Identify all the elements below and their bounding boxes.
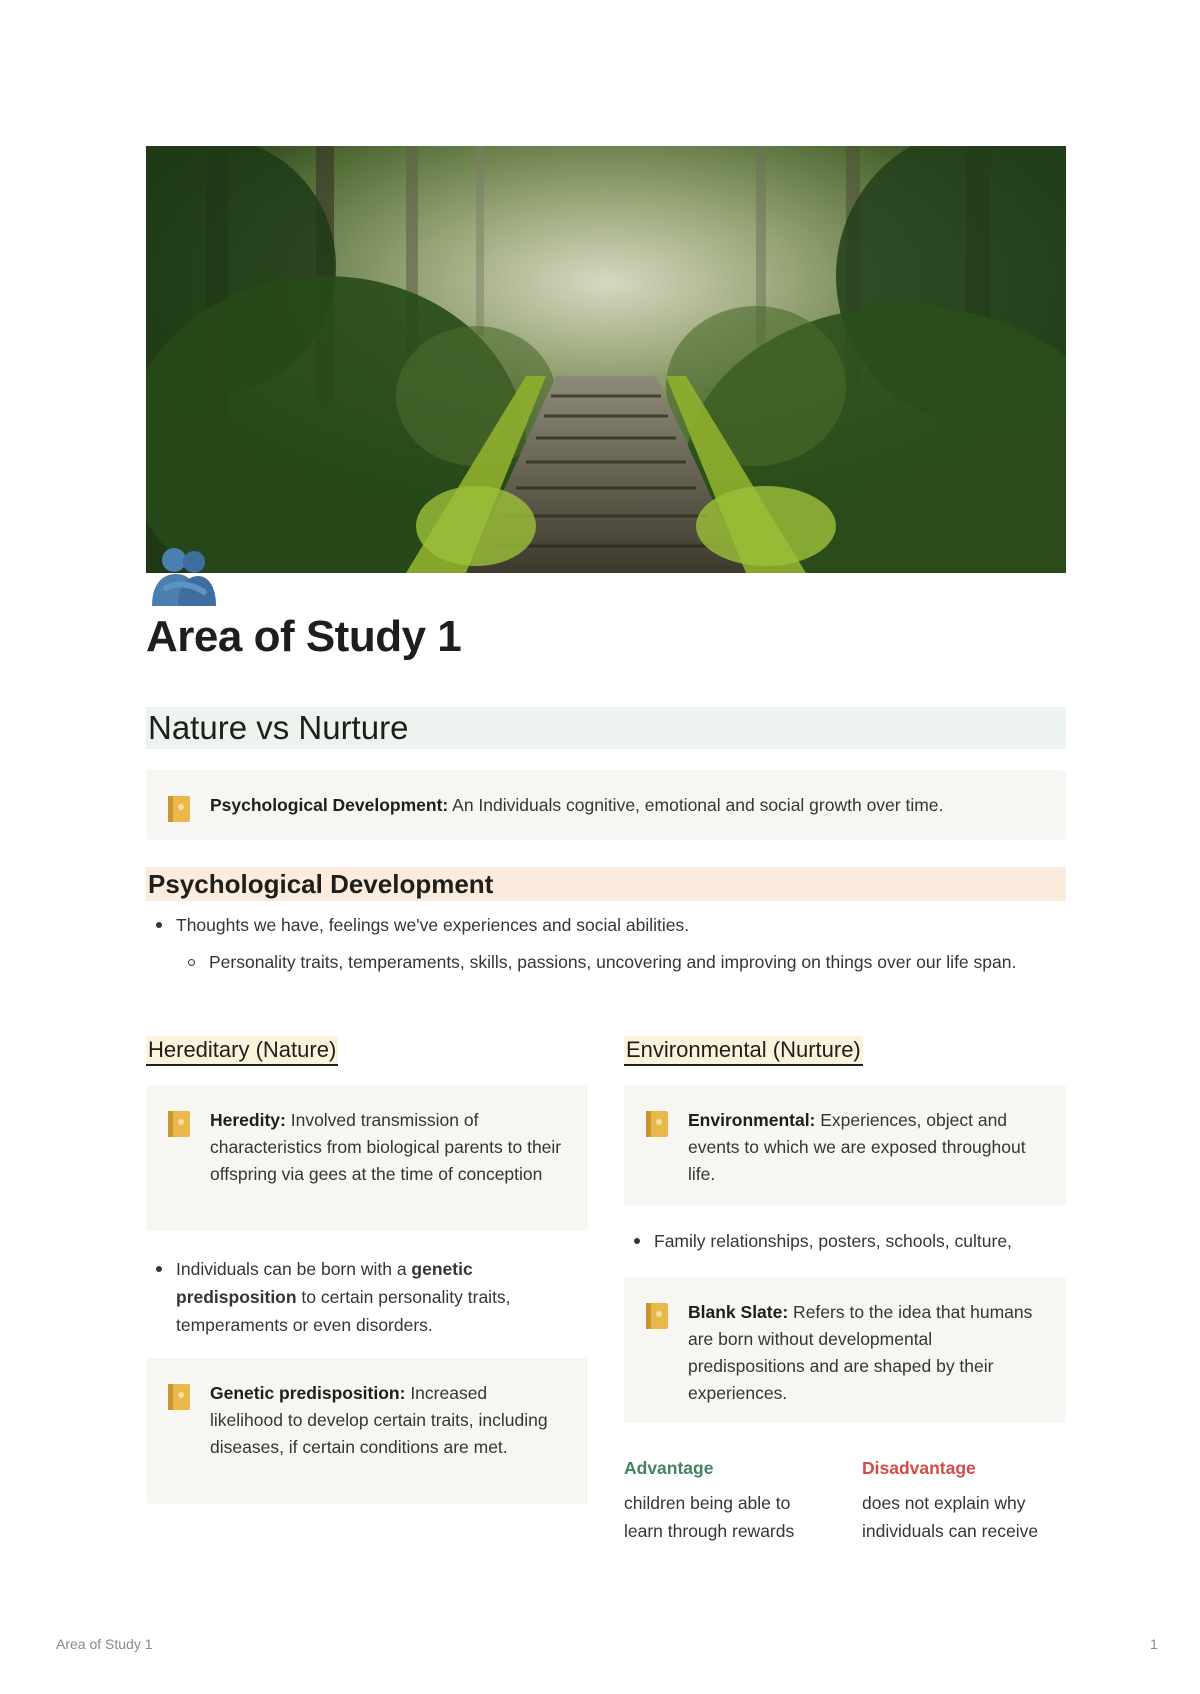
heading-hereditary: Hereditary (Nature): [146, 1036, 338, 1066]
callout-text: Refers to the idea that humans are born without developmental predispositions and are shaped by their experiences.: [688, 1302, 1033, 1403]
notebook-icon: [166, 1382, 192, 1412]
notebook-icon: [644, 1301, 670, 1331]
callout-term: Blank Slate:: [688, 1302, 789, 1322]
list-item: Individuals can be born with a genetic predisposition to certain personality traits, temperaments or even disorders.: [146, 1255, 566, 1339]
psych-dev-list: [146, 911, 1066, 976]
callout-term: Environmental:: [688, 1110, 816, 1130]
list-item: Personality traits, temperaments, skills, passions, uncovering and improving on things over our life span.: [146, 948, 1066, 976]
footer-title: Area of Study 1: [56, 1636, 153, 1652]
callout-text: Experiences, object and events to which we are exposed throughout life.: [688, 1110, 1026, 1184]
callout-blank-slate: [624, 1277, 1066, 1423]
list-item: Thoughts we have, feelings we've experiences and social abilities.: [146, 911, 1066, 939]
callout-psychological-development: [146, 770, 1066, 840]
callout-text: Increased likelihood to develop certain traits, including diseases, if certain conditions are met.: [210, 1383, 548, 1457]
callout-term: Heredity:: [210, 1110, 286, 1130]
disadvantage-label: Disadvantage: [862, 1458, 976, 1478]
heading-environmental: Environmental (Nurture): [624, 1036, 863, 1066]
notebook-icon: [644, 1109, 670, 1139]
callout-environmental: [624, 1085, 1066, 1205]
advantage-label: Advantage: [624, 1458, 714, 1478]
heading-psychological-development: Psychological Development: [146, 867, 1066, 901]
hereditary-list: [146, 1255, 566, 1339]
list-item: Family relationships, posters, schools, culture,: [624, 1227, 1066, 1255]
advantage-text: children being able to learn through rewards: [624, 1493, 795, 1541]
cover-image: [146, 146, 1066, 573]
callout-term: Psychological Development:: [210, 795, 449, 815]
callout-text: Involved transmission of characteristics from biological parents to their offspring via gees at the time of conception: [210, 1110, 562, 1184]
callout-term: Genetic predisposition:: [210, 1383, 406, 1403]
page-title: Area of Study 1: [146, 612, 462, 661]
environmental-list: [624, 1227, 1066, 1255]
notebook-icon: [166, 794, 192, 824]
heading-nature-vs-nurture: Nature vs Nurture: [146, 707, 1066, 749]
callout-text: An Individuals cognitive, emotional and social growth over time.: [448, 795, 944, 815]
notebook-icon: [166, 1109, 192, 1139]
disadvantage-text: does not explain why individuals can receive: [862, 1493, 1039, 1541]
people-hugging-icon: [148, 546, 218, 608]
footer-page-number: 1: [1150, 1636, 1158, 1652]
callout-genetic-predisposition: [146, 1358, 588, 1504]
callout-heredity: [146, 1085, 588, 1231]
